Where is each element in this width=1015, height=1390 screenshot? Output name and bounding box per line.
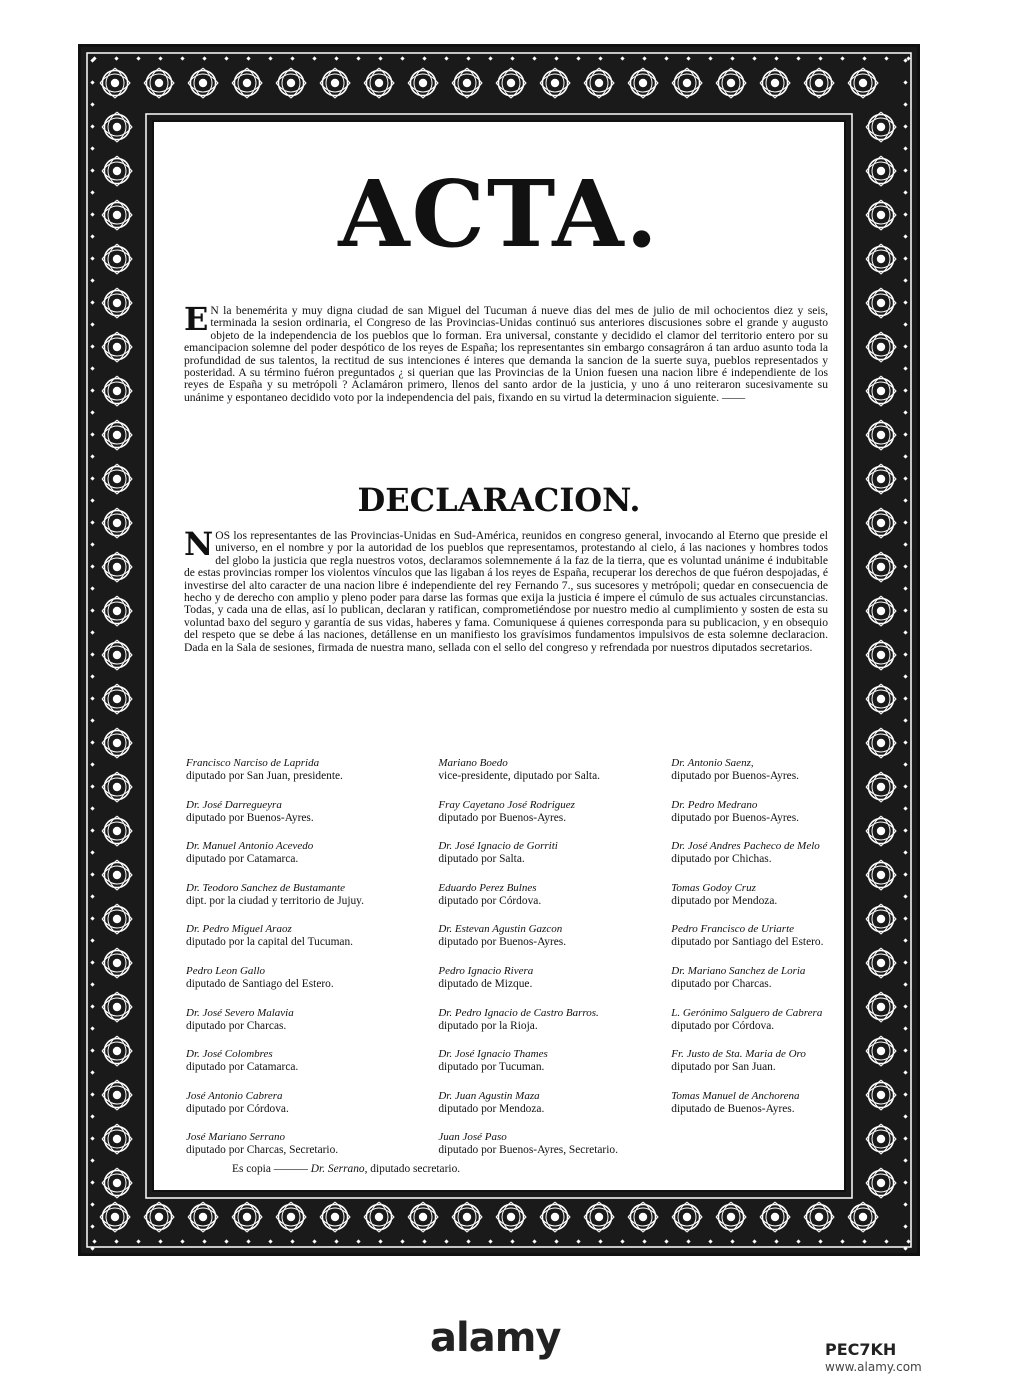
alamy-logo: alamy	[430, 1315, 561, 1361]
signer-name: Dr. Manuel Antonio Acevedo	[186, 840, 314, 853]
signer-role: diputado por Catamarca.	[186, 1061, 299, 1074]
signer-name: Francisco Narciso de Laprida	[186, 757, 320, 769]
signature	[186, 1007, 438, 1049]
signature	[671, 965, 846, 1007]
signer-role: diputado por la Rioja.	[438, 1019, 538, 1032]
image-id: PEC7KH	[825, 1340, 897, 1359]
signer-name: José Mariano Serrano	[186, 1131, 285, 1144]
signer-role: diputado por Córdova.	[671, 1019, 775, 1032]
signer-role: diputado por Santiago del Estero.	[671, 936, 824, 949]
signature	[671, 799, 846, 841]
signer-role: diputado por San Juan, presidente.	[186, 770, 343, 782]
signer-name: Dr. José Severo Malavia	[186, 1006, 294, 1019]
signer-name: Dr. José Andres Pacheco de Melo	[671, 840, 820, 853]
signature	[438, 923, 671, 965]
intro-drop-cap: E	[184, 300, 209, 338]
signer-name: Juan José Paso	[438, 1131, 507, 1144]
signer-name: Pedro Francisco de Uriarte	[671, 923, 795, 936]
signature	[186, 965, 438, 1007]
signature	[671, 1090, 846, 1132]
signer-name: José Antonio Cabrera	[186, 1089, 283, 1102]
signer-name: Eduardo Perez Bulnes	[438, 881, 537, 894]
signer-name: Tomas Godoy Cruz	[671, 881, 756, 894]
signature	[186, 923, 438, 965]
declaration-drop-cap: N	[184, 525, 214, 563]
signature	[671, 923, 846, 965]
text-panel	[152, 120, 846, 1192]
signer-name: Mariano Boedo	[438, 757, 508, 769]
signer-role: diputado de Santiago del Estero.	[186, 977, 334, 990]
watermark-url: www.alamy.com	[825, 1360, 922, 1374]
signer-role: diputado por Buenos-Ayres.	[438, 811, 567, 824]
signature	[438, 757, 671, 799]
signature	[671, 1007, 846, 1049]
signer-role: diputado de Mizque.	[438, 977, 533, 990]
signature	[186, 840, 438, 882]
intro-paragraph	[184, 300, 828, 404]
signer-name: Dr. Estevan Agustin Gazcon	[438, 923, 563, 936]
signer-role: diputado por Córdova.	[438, 894, 542, 907]
signer-role: diputado por Catamarca.	[186, 853, 299, 866]
signature	[438, 1007, 671, 1049]
signer-name: L. Gerónimo Salguero de Cabrera	[671, 1006, 823, 1019]
signer-role: diputado por Tucuman.	[438, 1061, 545, 1074]
signer-name: Dr. José Ignacio de Gorriti	[438, 840, 558, 853]
signature	[438, 1090, 671, 1132]
signer-role: diputado por Buenos-Ayres, Secretario.	[438, 1144, 618, 1157]
signer-role: vice-presidente, diputado por Salta.	[438, 770, 600, 782]
signer-role: diputado por Buenos-Ayres.	[671, 770, 800, 782]
signature	[438, 1048, 671, 1090]
copy-signer: Dr. Serrano	[310, 1163, 365, 1175]
signer-name: Dr. Teodoro Sanchez de Bustamante	[186, 881, 345, 894]
signature-row	[186, 1007, 846, 1049]
signature	[438, 840, 671, 882]
signer-name: Dr. José Ignacio Thames	[438, 1048, 548, 1061]
copy-prefix: Es copia	[232, 1163, 271, 1175]
signer-role: dipt. por la ciudad y territorio de Jujuy.	[186, 894, 364, 907]
signer-name: Dr. José Colombres	[186, 1048, 273, 1061]
signatures-block	[186, 757, 846, 1173]
signer-name: Pedro Leon Gallo	[186, 964, 266, 977]
copy-dash: ———	[273, 1163, 308, 1175]
signer-name: Dr. Mariano Sanchez de Loria	[671, 964, 806, 977]
signature	[671, 882, 846, 924]
declaration-paragraph	[184, 525, 828, 654]
signature	[671, 1131, 846, 1173]
signer-role: diputado por Buenos-Ayres.	[671, 811, 800, 824]
signature-row	[186, 965, 846, 1007]
signer-name: Fr. Justo de Sta. Maria de Oro	[671, 1048, 806, 1061]
signer-role: diputado por Buenos-Ayres.	[438, 936, 567, 949]
signature-row	[186, 757, 846, 799]
signature	[186, 1048, 438, 1090]
signature-row	[186, 923, 846, 965]
signature	[671, 757, 846, 799]
signer-role: diputado por la capital del Tucuman.	[186, 936, 354, 949]
signature	[438, 965, 671, 1007]
declaration-heading: DECLARACION.	[357, 481, 641, 519]
signature	[438, 799, 671, 841]
signer-role: diputado por Salta.	[438, 853, 525, 866]
signature	[671, 840, 846, 882]
signer-role: diputado por Mendoza.	[671, 894, 778, 907]
signer-name: Dr. Pedro Miguel Araoz	[186, 923, 292, 936]
intro-text: N la benemérita y muy digna ciudad de san Miguel del Tucuman á nueve dias del mes de julio de mil ochocientos diez y seis, terminada la sesion ordinaria, el Congreso de las Provincias-Unidas continuó sus anteriores discusiones sobre el grande y augusto objeto de la independencia de los pueblos que lo forman. Era universal, constante y decidido el clamor del territorio entero por su emancipacion solemne del poder despótico de los reyes de España; los representantes sin embargo consagráron á tan arduo asunto toda la profundidad de sus talentos, la rectitud de sus intenciones é interes que demanda la sancion de la suerte suya, pueblos representados y posteridad. A su término fuéron preguntados ¿ si querian que las Provincias de la Union fuesen una nacion libre é independiente de los reyes de España y su metrópoli ? Aclamáron primero, llenos del santo ardor de la justicia, y uno á uno reiteraron sucesivamente su unánime y espontaneo decidido voto por la independencia del pais, fixando en su virtud la determinacion siguiente. ——	[184, 304, 828, 404]
document-title: ACTA.	[338, 160, 660, 268]
signature	[438, 882, 671, 924]
copy-suffix: , diputado secretario.	[364, 1163, 461, 1175]
copy-attestation	[232, 1163, 460, 1175]
signer-role: diputado por Buenos-Ayres.	[186, 811, 314, 824]
signature-row	[186, 882, 846, 924]
signer-name: Dr. Juan Agustin Maza	[438, 1089, 540, 1102]
signature	[186, 1090, 438, 1132]
signature	[438, 1131, 671, 1173]
signature	[671, 1048, 846, 1090]
signature	[186, 799, 438, 841]
signature-row	[186, 799, 846, 841]
signer-role: diputado por Chichas.	[671, 853, 772, 866]
signature-row	[186, 840, 846, 882]
signer-name: Dr. José Darregueyra	[186, 798, 282, 811]
signer-role: diputado por Charcas, Secretario.	[186, 1144, 339, 1157]
signer-role: diputado por Mendoza.	[438, 1102, 545, 1115]
signature-row	[186, 1090, 846, 1132]
signer-role: diputado de Buenos-Ayres.	[671, 1102, 795, 1115]
signer-name: Pedro Ignacio Rivera	[438, 964, 534, 977]
signer-name: Dr. Antonio Saenz,	[671, 757, 754, 769]
signature	[186, 757, 438, 799]
signer-name: Fray Cayetano José Rodriguez	[438, 798, 575, 811]
signer-role: diputado por Charcas.	[186, 1019, 287, 1032]
signer-role: diputado por Charcas.	[671, 977, 772, 990]
signer-name: Tomas Manuel de Anchorena	[671, 1089, 800, 1102]
signature-row	[186, 1048, 846, 1090]
signer-name: Dr. Pedro Ignacio de Castro Barros.	[438, 1006, 599, 1019]
declaration-text: OS los representantes de las Provincias-Unidas en Sud-América, reunidos en congreso general, invocando al Eterno que preside el universo, en el nombre y por la autoridad de los pueblos que representamos, protestando al cielo, á las naciones y hombres todos del globo la justicia que regla nuestros votos, declaramos solemnemente á la faz de la tierra, que es voluntad unánime é indubitable de estas provincias romper los violentos vínculos que las ligaban á los reyes de España, recuperar los derechos de que fuéron despojadas, é investirse del alto caracter de una nacion libre é independiente del rey Fernando 7., sus sucesores y metrópoli; quedar en consecuencia de hecho y de derecho con amplio y pleno poder para darse las formas que exija la justicia é impere el cúmulo de sus actuales circunstancias. Todas, y cada una de ellas, así lo publican, declaran y ratifican, comprometiéndose por nuestro medio al cumplimiento y sosten de esta su voluntad baxo del seguro y garantía de sus vidas, haberes y fama. Comuniquese á quienes corresponda para su publicacion, y en obsequio del respeto que se debe á las naciones, detállense en un manifiesto los gravísimos fundamentos impulsivos de esta solemne declaracion. Dada en la Sala de sesiones, firmada de nuestra mano, sellada con el sello del congreso y refrendada por nuestros diputados secretarios.	[184, 529, 828, 654]
signer-role: diputado por San Juan.	[671, 1061, 776, 1074]
signature	[186, 882, 438, 924]
signer-name: Dr. Pedro Medrano	[671, 798, 758, 811]
signer-role: diputado por Córdova.	[186, 1102, 289, 1115]
